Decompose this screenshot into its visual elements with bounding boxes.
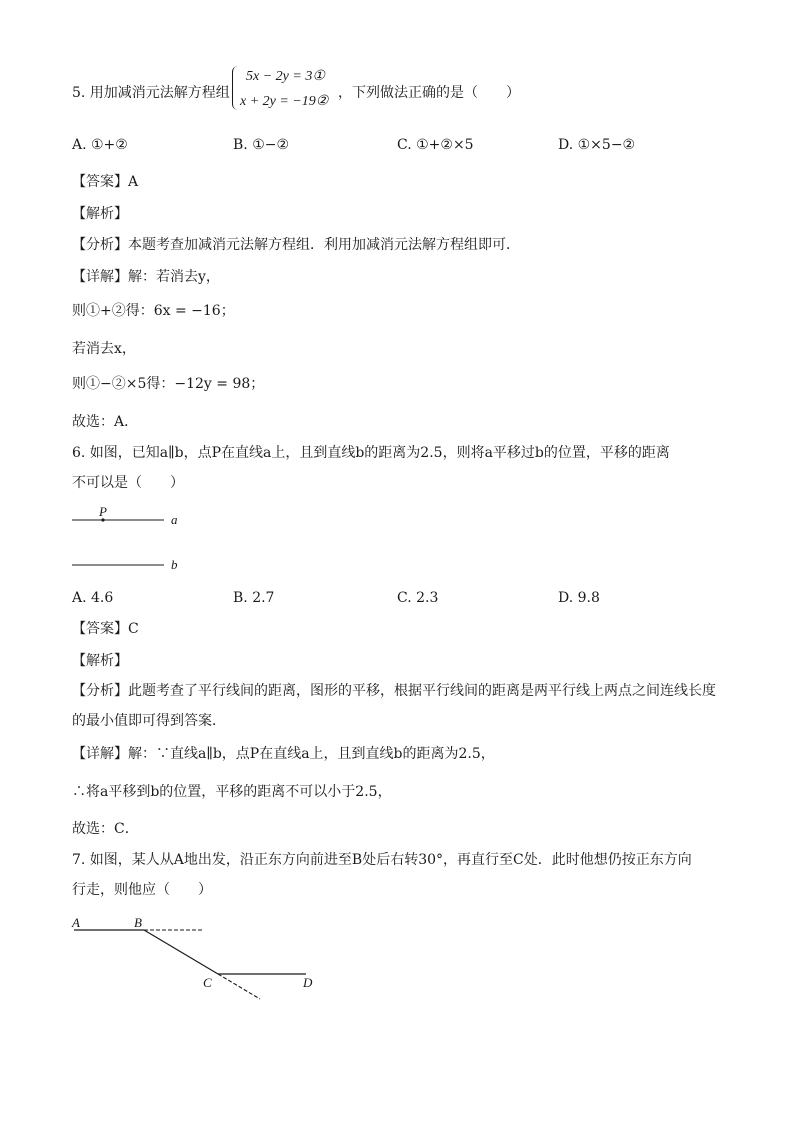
label-p: P (99, 505, 107, 519)
q5-equation-2: x + 2y = −19② (240, 94, 329, 109)
q7-stem-2: 行走，则他应（ ） (72, 882, 212, 898)
q6-detail-1: 【详解】解：∵直线a∥b，点P在直线a上，且到直线b的距离为2.5， (72, 746, 495, 762)
q5-option-b: B. ①−② (233, 137, 290, 153)
q6-fenxi-2: 的最小值即可得到答案． (72, 713, 226, 729)
q7-stem-1: 7. 如图，某人从A地出发，沿正东方向前进至B处后右转30°，再直行至C处．此时他想仍按正东方向 (72, 852, 692, 868)
q5-detail-5: 故选：A． (72, 414, 139, 430)
q5-detail-4: 则①−②×5得：−12y = 98； (72, 376, 265, 392)
q5-detail-1: 【详解】解：若消去y， (72, 269, 220, 285)
label-C: C (203, 975, 212, 990)
segment-bc (144, 930, 218, 974)
q6-stem-1: 6. 如图，已知a∥b，点P在直线a上，且到直线b的距离为2.5，则将a平移过b的位置，平移的距离 (72, 445, 670, 461)
q6-fenxi-1: 【分析】此题考查了平行线间的距离，图形的平移，根据平行线间的距离是两平行线上两点之间连线长度 (72, 683, 716, 699)
q7-direction-figure (68, 912, 328, 1004)
q6-option-a: A. 4.6 (72, 590, 114, 606)
q5-option-c: C. ①+②×5 (397, 137, 474, 153)
q6-answer: 【答案】C (72, 621, 139, 637)
q5-stem: 5. 用加减消元法解方程组 (72, 85, 230, 101)
label-D: D (303, 975, 313, 990)
extension-c-dashed (218, 974, 260, 999)
label-b: b (171, 557, 178, 572)
q6-option-c: C. 2.3 (397, 590, 439, 606)
q6-detail-3: 故选：C． (72, 821, 139, 837)
q6-stem-2: 不可以是（ ） (72, 475, 184, 491)
q5-detail-2: 则①+②得：6x = −16； (72, 303, 235, 319)
q6-analysis-tag: 【解析】 (72, 653, 128, 669)
label-A: A (72, 915, 80, 930)
q5-answer: 【答案】A (72, 174, 139, 190)
label-B: B (134, 915, 142, 930)
q6-option-b: B. 2.7 (233, 590, 275, 606)
q5-detail-3: 若消去x， (72, 341, 136, 357)
q5-equation-1: 5x − 2y = 3① (246, 69, 325, 84)
q6-detail-2: ∴将a平移到b的位置，平移的距离不可以小于2.5， (72, 784, 392, 800)
q5-option-d: D. ①×5−② (558, 137, 636, 153)
q5-stem-tail: ，下列做法正确的是（ ） (338, 85, 520, 101)
q6-parallel-lines-figure (68, 505, 208, 575)
q5-option-a: A. ①+② (72, 137, 128, 153)
label-a: a (171, 512, 178, 527)
q5-analysis-tag: 【解析】 (72, 206, 128, 222)
q6-option-d: D. 9.8 (558, 590, 600, 606)
q5-fenxi: 【分析】本题考查加减消元法解方程组．利用加减消元法解方程组即可． (72, 237, 520, 253)
